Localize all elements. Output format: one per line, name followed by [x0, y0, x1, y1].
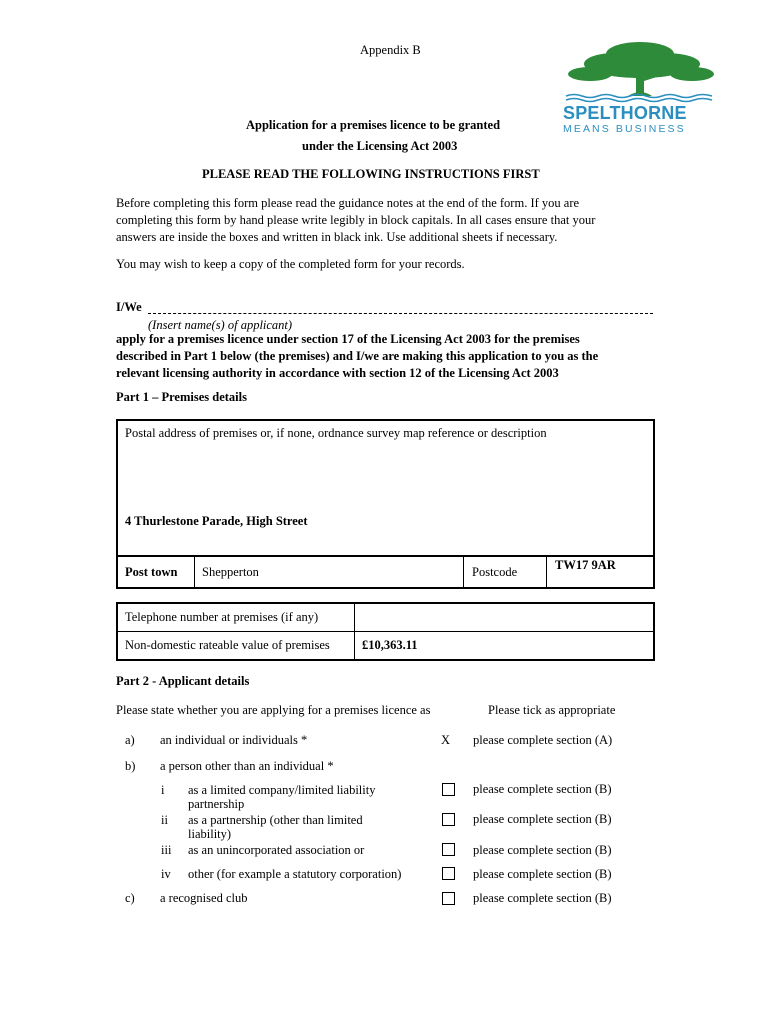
option-label: other (for example a statutory corporation)	[188, 867, 402, 881]
option-label: as a partnership (other than limited liability)	[188, 813, 363, 841]
premises-info-table	[116, 602, 655, 661]
option-label: as a limited company/limited liability partnership	[188, 783, 376, 811]
application-statement	[116, 331, 676, 382]
address-value[interactable]: 4 Thurlestone Parade, High Street	[125, 514, 308, 528]
statement-line: relevant licensing authority in accordance with section 12 of the Licensing Act 2003	[116, 366, 559, 380]
post-town-value: Shepperton	[202, 565, 259, 579]
appendix-label: Appendix B	[360, 43, 421, 57]
applicant-name-field[interactable]	[148, 313, 653, 314]
option-letter: c)	[125, 891, 135, 905]
option-letter: b)	[125, 759, 136, 773]
option-section: please complete section (B)	[473, 891, 612, 905]
address-label: Postal address of premises or, if none, ordnance survey map reference or description	[125, 426, 547, 440]
instructions-heading: PLEASE READ THE FOLLOWING INSTRUCTIONS FIRST	[202, 167, 540, 181]
rateable-value: £10,363.11	[362, 638, 418, 652]
logo-tagline: MEANS BUSINESS	[563, 123, 686, 135]
telephone-label: Telephone number at premises (if any)	[125, 610, 319, 624]
option-letter: iii	[161, 843, 172, 857]
option-section: please complete section (A)	[473, 733, 613, 747]
option-section: please complete section (B)	[473, 867, 612, 881]
statement-line: apply for a premises licence under section 17 of the Licensing Act 2003 for the premises	[116, 332, 580, 346]
option-label: a recognised club	[160, 891, 248, 905]
rateable-label-cell	[118, 632, 355, 659]
option-section: please complete section (B)	[473, 812, 612, 826]
postcode-label: Postcode	[472, 565, 518, 579]
postcode-value: TW17 9AR	[555, 558, 616, 572]
post-town-cell[interactable]	[195, 557, 464, 587]
insert-names-hint: (Insert name(s) of applicant)	[148, 318, 293, 332]
post-town-label: Post town	[125, 565, 178, 579]
option-letter: iv	[161, 867, 171, 881]
partnership-checkbox[interactable]	[442, 813, 455, 826]
option-letter: ii	[161, 813, 168, 827]
option-letter: a)	[125, 733, 135, 747]
option-label: as an unincorporated association or	[188, 843, 365, 857]
option-letter: i	[161, 783, 165, 797]
intro-line: completing this form by hand please write legibly in block capitals. In all cases ensure that your	[116, 213, 596, 227]
telephone-label-cell	[118, 604, 355, 632]
applicant-type-question: Please state whether you are applying for a premises licence as	[116, 703, 431, 717]
form-title-line2: under the Licensing Act 2003	[302, 139, 458, 153]
option-section: please complete section (B)	[473, 782, 612, 796]
telephone-input[interactable]	[355, 604, 653, 632]
intro-paragraph	[116, 195, 676, 246]
tick-heading: Please tick as appropriate	[488, 703, 616, 717]
intro-line: Before completing this form please read the guidance notes at the end of the form. If you are	[116, 196, 580, 210]
postcode-cell[interactable]	[547, 557, 653, 587]
iwe-label: I/We	[116, 300, 142, 314]
premises-address-box	[116, 419, 655, 589]
option-label: a person other than an individual *	[160, 759, 334, 773]
option-section: please complete section (B)	[473, 843, 612, 857]
post-town-label-cell	[118, 557, 195, 587]
keep-copy-note: You may wish to keep a copy of the completed form for your records.	[116, 257, 465, 271]
option-label: an individual or individuals *	[160, 733, 308, 747]
intro-line: answers are inside the boxes and written in black ink. Use additional sheets if necessary.	[116, 230, 558, 244]
other-statutory-checkbox[interactable]	[442, 867, 455, 880]
postcode-label-cell	[464, 557, 547, 587]
rateable-label: Non-domestic rateable value of premises	[125, 638, 330, 652]
limited-company-checkbox[interactable]	[442, 783, 455, 796]
statement-line: described in Part 1 below (the premises) and I/we are making this application to you as the	[116, 349, 599, 363]
part2-heading: Part 2 - Applicant details	[116, 674, 250, 688]
part1-heading: Part 1 – Premises details	[116, 390, 247, 404]
form-title-line1: Application for a premises licence to be granted	[246, 118, 501, 132]
logo-name: SPELTHORNE	[563, 103, 687, 123]
rateable-input[interactable]	[355, 632, 653, 659]
recognised-club-checkbox[interactable]	[442, 892, 455, 905]
option-tick-mark[interactable]: X	[441, 733, 451, 747]
unincorporated-association-checkbox[interactable]	[442, 843, 455, 856]
